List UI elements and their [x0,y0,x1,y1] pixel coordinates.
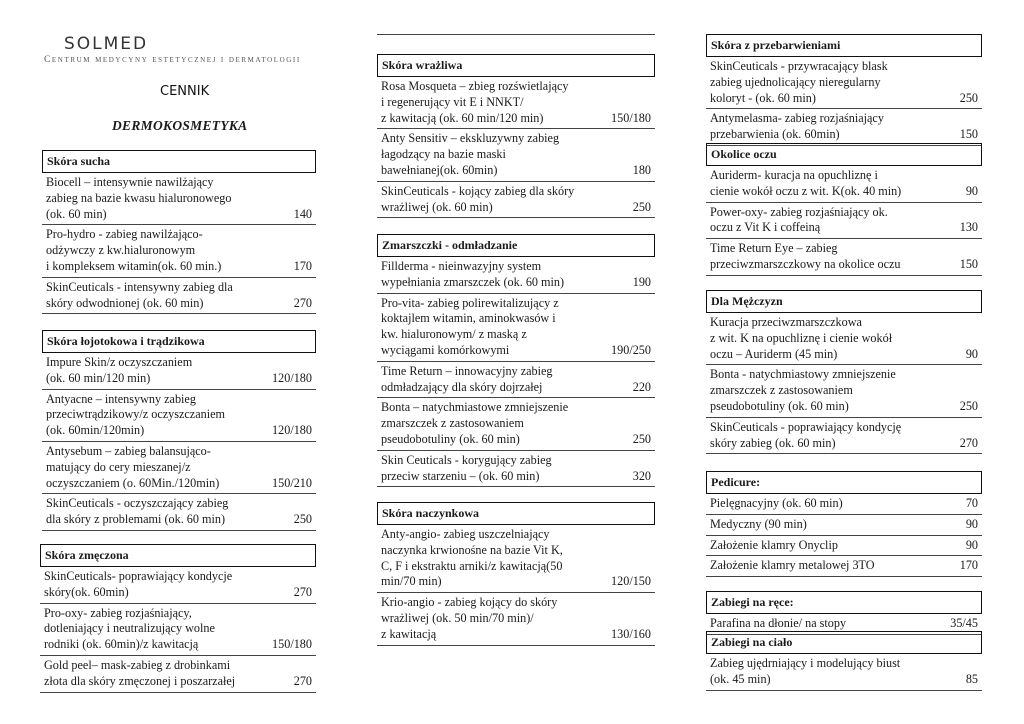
list-item [40,656,316,693]
item-desc: Anty-angio- zabieg uszczelniający naczynka krwionośne na bazie Vit K, C, F i ekstraktu arniki/z kawitacją(50 min/70 min) [381,527,563,589]
section-skora-zmeczona [40,544,316,693]
item-price: 270 [293,584,312,599]
item-price: 320 [632,468,651,483]
list-item [377,593,655,645]
item-desc: Skin Ceuticals - korygujący zabieg przeciw starzeniu – (ok. 60 min) [381,452,552,483]
list-item [377,451,655,488]
item-desc: SkinCeuticals - poprawiający kondycję skóry zabieg (ok. 60 min) [710,419,902,450]
page-title: CENNIK [160,84,210,99]
list-item [42,390,316,442]
item-desc: Gold peel– mask-zabieg z drobinkami złota dla skóry zmęczonej i poszarzałej [44,657,236,688]
list-item [42,442,316,494]
section-skora-naczynkowa [377,502,655,646]
item-desc: Antyacne – intensywny zabieg przeciwtrądzikowy/z oczyszczaniem (ok. 60min/120min) [46,391,225,438]
section-title: Skóra łojotokowa i trądzikowa [42,330,316,353]
item-price: 190 [632,274,651,289]
item-desc: Parafina na dłonie/ na stopy [710,616,847,630]
list-item [42,173,316,225]
item-desc: Medyczny (90 min) [710,516,807,531]
item-price: 150 [959,127,978,142]
list-item [706,57,982,109]
list-item [42,494,316,531]
list-item [377,362,655,399]
item-desc: SkinCeuticals - kojący zabieg dla skóry wrażliwej (ok. 60 min) [381,183,575,214]
item-desc: Power-oxy- zabieg rozjaśniający ok. oczu z Vit K i coffeiną [710,204,888,235]
item-price: 130 [959,220,978,235]
item-desc: Bonta - natychmiastowy zmniejszenie zmarszczek z zastosowaniem pseudobotuliny (ok. 60 min) [710,367,896,413]
item-price: 120/180 [272,370,312,385]
list-item [706,166,982,203]
list-item [377,294,655,362]
logo-name: SOLMED [64,34,149,54]
section-dla-mezczyzn [706,290,982,454]
list-item [706,494,982,515]
item-desc: Auriderm- kuracja na opuchliznę i cienie wokół oczu z wit. K(ok. 40 min) [710,168,902,198]
section-title: Zabiegi na ręce: [706,591,982,614]
item-desc: Kuracja przeciwzmarszczkowa z wit. K na opuchliznę i cienie wokół oczu – Auriderm (45 min) [710,315,893,361]
item-price: 270 [293,673,312,688]
item-desc: Pielęgnacyjny (ok. 60 min) [710,496,843,510]
section-title: Zmarszczki - odmładzanie [377,234,655,257]
item-desc: SkinCeuticals - oczyszczający zabieg dla skóry z problemami (ok. 60 min) [46,496,229,527]
logo-subtitle: Centrum medycyny estetycznej i dermatologii [44,55,301,65]
item-desc: SkinCeuticals- poprawiający kondycje skóry(ok. 60min) [44,569,233,599]
section-title: Okolice oczu [706,143,982,166]
list-item [706,418,982,455]
list-item [40,567,316,604]
list-item [377,398,655,450]
item-price: 250 [632,199,651,214]
item-price: 250 [959,398,978,413]
list-item [377,77,655,129]
list-item [706,365,982,417]
item-price: 170 [293,258,312,273]
list-item [377,129,655,181]
item-desc: Zabieg ujędrniający i modelujący biust (ok. 45 min) [710,656,901,686]
item-desc: Impure Skin/z oczyszczaniem (ok. 60 min/120 min) [46,355,193,385]
item-price: 220 [632,379,651,394]
list-item [42,278,316,315]
item-price: 150/180 [611,110,651,125]
item-desc: Antysebum – zabieg balansująco- matujący do cery mieszanej/z oczyszczaniem (o. 60Min./120min) [46,443,220,490]
item-desc: SkinCeuticals - przywracający blask zabieg ujednolicający nieregularny koloryt - (ok. 60 min) [710,59,888,105]
item-desc: Antymelasma- zabieg rozjaśniający przebarwienia (ok. 60min) [710,111,884,142]
section-skora-sucha [42,150,316,314]
section-title: Dla Mężczyzn [706,290,982,313]
item-desc: Fillderma - nieinwazyjny system wypełniania zmarszczek (ok. 60 min) [381,259,565,289]
list-item [706,556,982,577]
item-price: 170 [959,558,978,573]
item-price: 70 [965,496,978,510]
section-pedicure [706,471,982,577]
item-price: 250 [293,512,312,527]
list-item [706,313,982,365]
list-item [706,515,982,536]
list-item [377,182,655,219]
top-rule [377,34,655,35]
item-price: 270 [293,295,312,310]
item-desc: Biocell – intensywnie nawilżający zabieg na bazie kwasu hialuronowego (ok. 60 min) [46,175,232,221]
item-price: 250 [632,431,651,446]
item-desc: Założenie klamry Onyclip [710,537,838,552]
item-desc: Anty Sensitiv – ekskluzywny zabieg łagodzący na bazie maski bawełnianej(ok. 60min) [381,131,560,177]
item-desc: Time Return – innowacyjny zabieg odmładzający dla skóry dojrzałej [381,363,553,394]
item-desc: Pro-oxy- zabieg rozjaśniający, dotleniający i neutralizujący wolne rodniki (ok. 60min)/z kawitacją [44,605,215,652]
item-price: 90 [965,516,978,531]
item-price: 35/45 [950,616,978,630]
item-price: 250 [959,90,978,105]
section-skora-wrazliwa [377,54,655,218]
section-title: Zabiegi na ciało [706,631,982,654]
item-desc: Pro-hydro - zabieg nawilżająco- odżywczy z kw.hialuronowym i kompleksem witamin(ok. 60 min.) [46,227,222,273]
item-price: 130/160 [611,626,651,641]
section-title: Pedicure: [706,471,982,494]
section-title: Skóra sucha [42,150,316,173]
item-price: 150/210 [272,475,312,490]
item-price: 150/180 [272,637,312,652]
list-item [377,525,655,593]
item-price: 120/150 [611,574,651,589]
item-desc: Założenie klamry metalowej 3TO [710,558,875,573]
list-item [377,257,655,294]
item-desc: Krio-angio - zabieg kojący do skóry wrażliwej (ok. 50 min/70 min)/ z kawitacją [381,595,558,641]
section-okolice-oczu [706,143,982,276]
item-price: 85 [965,671,978,686]
item-desc: SkinCeuticals - intensywny zabieg dla skóry odwodnionej (ok. 60 min) [46,279,233,310]
section-title: Skóra naczynkowa [377,502,655,525]
section-skora-lojotokowa [42,330,316,531]
section-title: Skóra wrażliwa [377,54,655,77]
item-price: 140 [293,206,312,221]
clinic-logo [44,34,334,65]
list-item [40,604,316,656]
section-zabiegi-na-rece [706,591,982,635]
section-zmarszczki [377,234,655,487]
item-desc: Pro-vita- zabieg polirewitalizujący z koktajlem witamin, aminokwasów i kw. hialuronowym/ z maską z wyciągami komórkowymi [381,295,559,357]
item-price: 90 [965,183,978,198]
item-desc: Bonta – natychmiastowe zmniejszenie zmarszczek z zastosowaniem pseudobotuliny (ok. 60 min) [381,400,569,446]
list-item [706,239,982,276]
item-price: 150 [959,256,978,271]
section-title: Skóra zmęczona [40,544,316,567]
list-item [706,109,982,146]
item-desc: Time Return Eye – zabieg przeciwzmarszczkowy na okolice oczu [710,241,901,271]
item-price: 180 [632,162,651,177]
list-item [706,654,982,691]
list-item [706,203,982,240]
item-price: 90 [965,537,978,552]
item-price: 120/180 [272,423,312,438]
item-price: 190/250 [611,342,651,357]
item-price: 90 [965,346,978,361]
list-item [42,353,316,390]
section-przebarwienia [706,34,982,146]
list-item [42,225,316,277]
section-zabiegi-na-cialo [706,631,982,691]
section-title: Skóra z przebarwieniami [706,34,982,57]
page-subtitle: DERMOKOSMETYKA [112,118,248,133]
item-price: 270 [959,435,978,450]
item-desc: Rosa Mosqueta – zbieg rozświetlający i regenerujący vit E i NNKT/ z kawitacją (ok. 60 min/120 min) [381,79,569,125]
list-item [706,536,982,557]
